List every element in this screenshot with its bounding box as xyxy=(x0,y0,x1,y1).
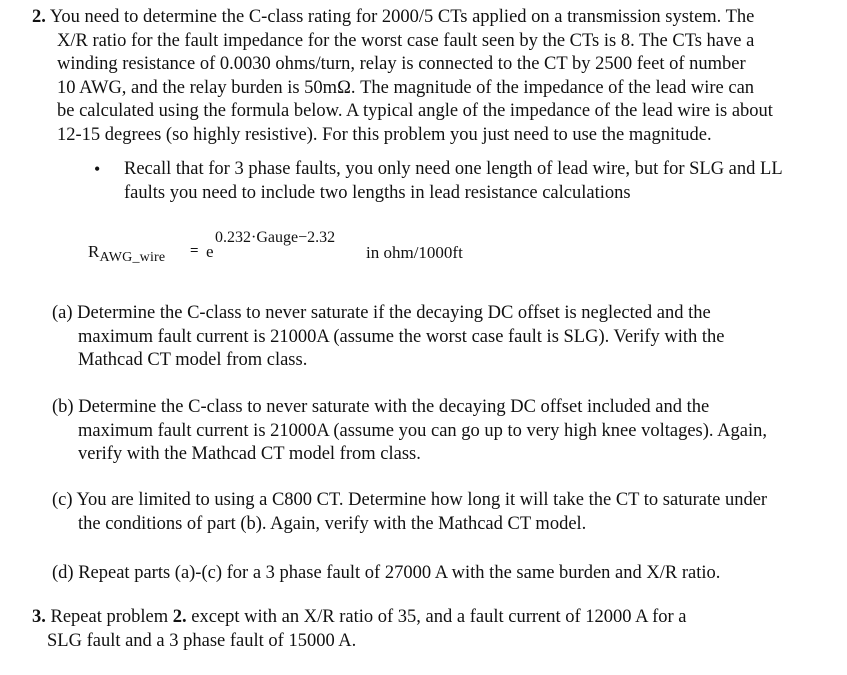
part-a-line-1 xyxy=(52,302,711,326)
problem-2-line-4: 10 AWG, and the relay burden is 50mΩ. The magnitude of the impedance of the lead wire can xyxy=(57,77,755,98)
part-a-line-2: maximum fault current is 21000A (assume the worst case fault is SLG). Verify with the xyxy=(78,326,725,347)
problem-3-text-rest: except with an X/R ratio of 35, and a fault current of 12000 A for a xyxy=(186,607,687,627)
formula-lhs-main: R xyxy=(88,242,100,261)
problem-3-number: 3. xyxy=(32,607,46,627)
formula-base: e xyxy=(206,242,214,261)
part-d-label: (d) xyxy=(52,563,74,583)
bullet-line-1: Recall that for 3 phase faults, you only need one length of lead wire, but for SLG and LL xyxy=(124,159,783,179)
problem-2-text: You need to determine the C-class rating for 2000/5 CTs applied on a transmission system. The xyxy=(49,7,755,27)
formula-lhs-subscript: AWG_wire xyxy=(99,250,166,265)
problem-3-line-2: SLG fault and a 3 phase fault of 15000 A. xyxy=(47,630,357,651)
problem-2-line-5: be calculated using the formula below. A typical angle of the impedance of the lead wire is about xyxy=(57,101,773,121)
part-d-text: Repeat parts (a)-(c) for a 3 phase fault of 27000 A with the same burden and X/R ratio. xyxy=(78,563,721,583)
part-b-label: (b) xyxy=(52,397,74,417)
problem-2-line-6: 12-15 degrees (so highly resistive). For this problem you just need to use the magnitude. xyxy=(57,124,712,145)
formula-lhs xyxy=(88,240,165,266)
part-a-line-3: Mathcad CT model from class. xyxy=(78,350,308,370)
bullet-line-2: faults you need to include two lengths in lead resistance calculations xyxy=(124,182,631,203)
formula-equals: = xyxy=(190,243,199,259)
lead-resistance-formula xyxy=(88,226,538,266)
part-c-text: You are limited to using a C800 CT. Determine how long it will take the CT to saturate under xyxy=(76,490,768,510)
part-b-line-2: maximum fault current is 21000A (assume you can go up to very high knee voltages). Again, xyxy=(78,420,767,441)
problem-2-number: 2. xyxy=(32,7,46,27)
part-c-label: (c) xyxy=(52,490,73,510)
part-d-line-1 xyxy=(52,562,720,586)
problem-3-line-1 xyxy=(32,606,832,630)
formula-unit: in ohm/1000ft xyxy=(366,243,463,262)
formula-exponent: 0.232·Gauge−2.32 xyxy=(215,229,336,246)
problem-3-text-start: Repeat problem xyxy=(50,607,173,627)
problem-2-line-1 xyxy=(32,6,832,30)
part-b-line-1 xyxy=(52,396,709,420)
bullet-text xyxy=(124,158,783,205)
part-a-text: Determine the C-class to never saturate if the decaying DC offset is neglected and the xyxy=(77,303,711,323)
part-a-label: (a) xyxy=(52,303,73,323)
part-c-line-2: the conditions of part (b). Again, verify with the Mathcad CT model. xyxy=(78,513,587,534)
bullet-symbol: • xyxy=(94,159,101,179)
part-b-text: Determine the C-class to never saturate with the decaying DC offset included and the xyxy=(78,397,710,417)
problem-2-line-2: X/R ratio for the fault impedance for the worst case fault seen by the CTs is 8. The CTs have a xyxy=(57,30,755,51)
problem-2-line-3: winding resistance of 0.0030 ohms/turn, relay is connected to the CT by 2500 feet of number xyxy=(57,54,746,74)
problem-3-ref: 2. xyxy=(172,607,187,627)
problem-3 xyxy=(32,606,832,653)
part-c-line-1 xyxy=(52,489,767,513)
part-b-line-3: verify with the Mathcad CT model from class. xyxy=(78,444,421,464)
problem-2 xyxy=(32,6,832,147)
